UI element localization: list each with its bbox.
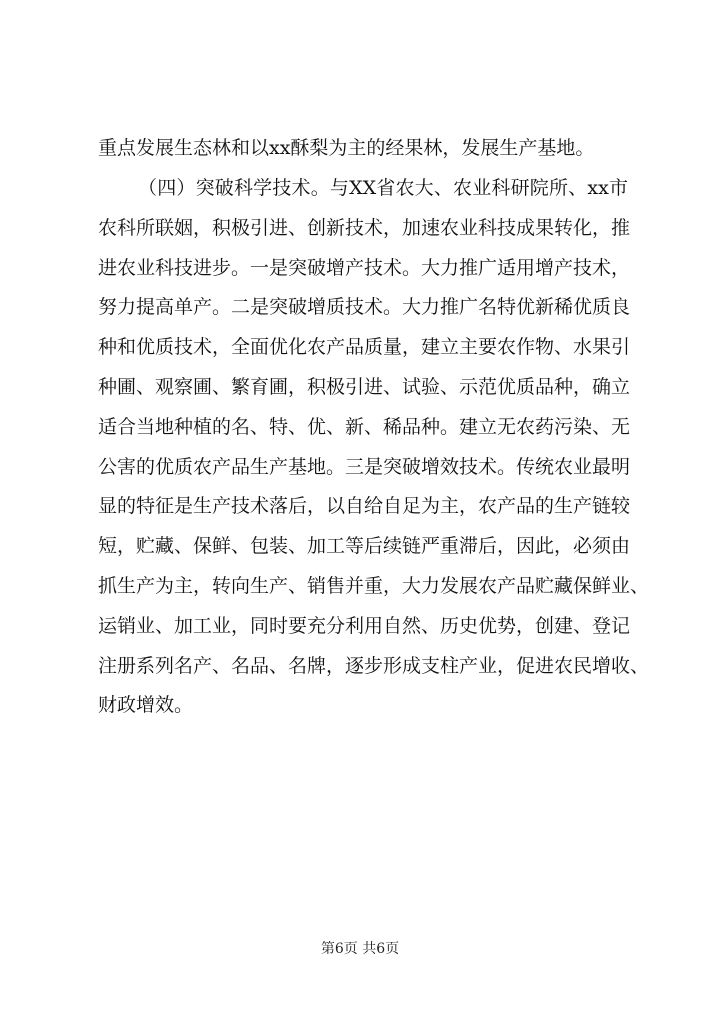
paragraph-line: 显的特征是生产技术落后，以自给自足为主，农产品的生产链较 xyxy=(98,495,631,517)
page-number-footer: 第6页 共6页 xyxy=(320,941,400,957)
paragraph-line: 适合当地种植的名、特、优、新、稀品种。建立无农药污染、无 xyxy=(98,416,631,438)
paragraph-line: 进农业科技进步。一是突破增产技术。大力推广适用增产技术， xyxy=(98,257,631,279)
paragraph-line: 运销业、加工业，同时要充分利用自然、历史优势，创建、登记 xyxy=(98,615,631,637)
paragraph-line: 种圃、观察圃、繁育圃，积极引进、试验、示范优质品种，确立 xyxy=(98,376,631,398)
paragraph-line: 重点发展生态林和以xx酥梨为主的经果林，发展生产基地。 xyxy=(98,137,595,159)
paragraph-line: （四）突破科学技术。与XX省农大、农业科研院所、xx市 xyxy=(138,177,628,199)
paragraph-line: 农科所联姻，积极引进、创新技术，加速农业科技成果转化，推 xyxy=(98,217,631,239)
paragraph-line: 公害的优质农产品生产基地。三是突破增效技术。传统农业最明 xyxy=(98,456,631,478)
paragraph-line: 短，贮藏、保鲜、包装、加工等后续链严重滞后，因此，必须由 xyxy=(98,535,631,557)
paragraph-line: 种和优质技术，全面优化农产品质量，建立主要农作物、水果引 xyxy=(98,336,631,358)
paragraph-line: 注册系列名产、名品、名牌，逐步形成支柱产业，促进农民增收、 xyxy=(98,655,650,677)
paragraph-line: 努力提高单产。二是突破增质技术。大力推广名特优新稀优质良 xyxy=(98,296,631,318)
paragraph-line: 财政增效。 xyxy=(98,694,194,716)
paragraph-line: 抓生产为主，转向生产、销售并重，大力发展农产品贮藏保鲜业、 xyxy=(98,575,650,597)
